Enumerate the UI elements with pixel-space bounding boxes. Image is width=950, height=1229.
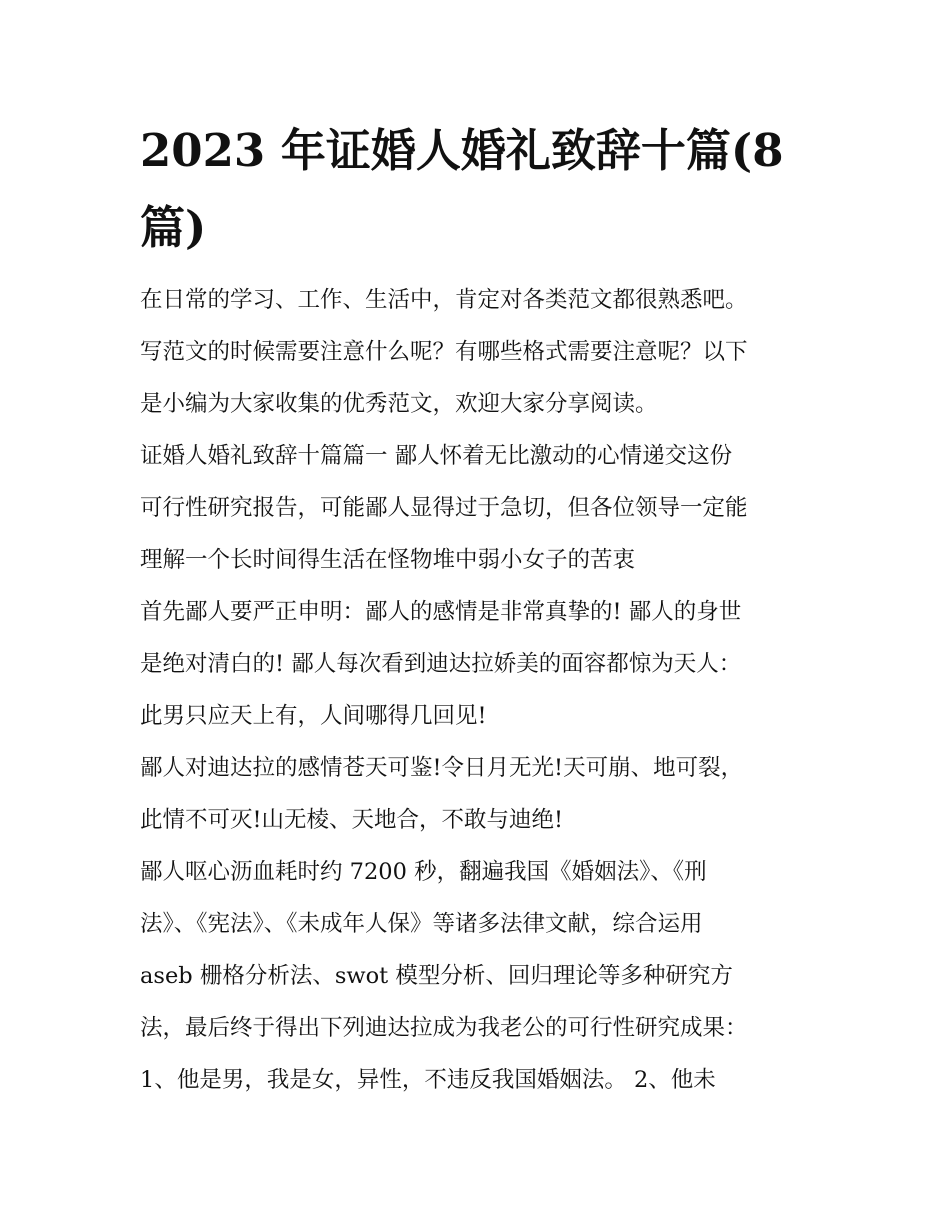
body-line: 在日常的学习、工作、生活中，肯定对各类范文都很熟悉吧。: [140, 287, 748, 313]
body-line: 法》、《宪法》、《未成年人保》等诸多法律文献，综合运用: [140, 911, 703, 937]
body-line: 理解一个长时间得生活在怪物堆中弱小女子的苦衷: [140, 547, 636, 573]
body-line: 可行性研究报告，可能鄙人显得过于急切，但各位领导一定能: [140, 495, 748, 521]
body-line: 是绝对清白的! 鄙人每次看到迪达拉娇美的面容都惊为天人：: [140, 651, 742, 677]
body-line: 首先鄙人要严正申明：鄙人的感情是非常真挚的! 鄙人的身世: [140, 599, 742, 625]
body-line: 法，最后终于得出下列迪达拉成为我老公的可行性研究成果：: [140, 1015, 748, 1041]
body-line: 写范文的时候需要注意什么呢？有哪些格式需要注意呢？以下: [140, 339, 748, 365]
body-line: 是小编为大家收集的优秀范文，欢迎大家分享阅读。: [140, 391, 658, 417]
body-line: 此情不可灭!山无棱、天地合，不敢与迪绝!: [140, 807, 564, 833]
title-line-1: 2023 年证婚人婚礼致辞十篇(8: [140, 124, 784, 177]
document-body: [140, 274, 830, 1106]
body-line: 证婚人婚礼致辞十篇篇一 鄙人怀着无比激动的心情递交这份: [140, 443, 733, 469]
body-line: aseb 栅格分析法、swot 模型分析、回归理论等多种研究方: [140, 963, 733, 989]
body-line: 此男只应天上有，人间哪得几回见!: [140, 703, 487, 729]
document-title: [140, 112, 820, 266]
body-line: 1、他是男，我是女，异性，不违反我国婚姻法。 2、他未: [140, 1067, 716, 1093]
title-line-2: 篇): [140, 201, 207, 254]
body-line: 鄙人呕心沥血耗时约 7200 秒，翻遍我国《婚姻法》、《刑: [140, 859, 707, 885]
body-line: 鄙人对迪达拉的感情苍天可鉴!令日月无光!天可崩、地可裂，: [140, 755, 744, 781]
